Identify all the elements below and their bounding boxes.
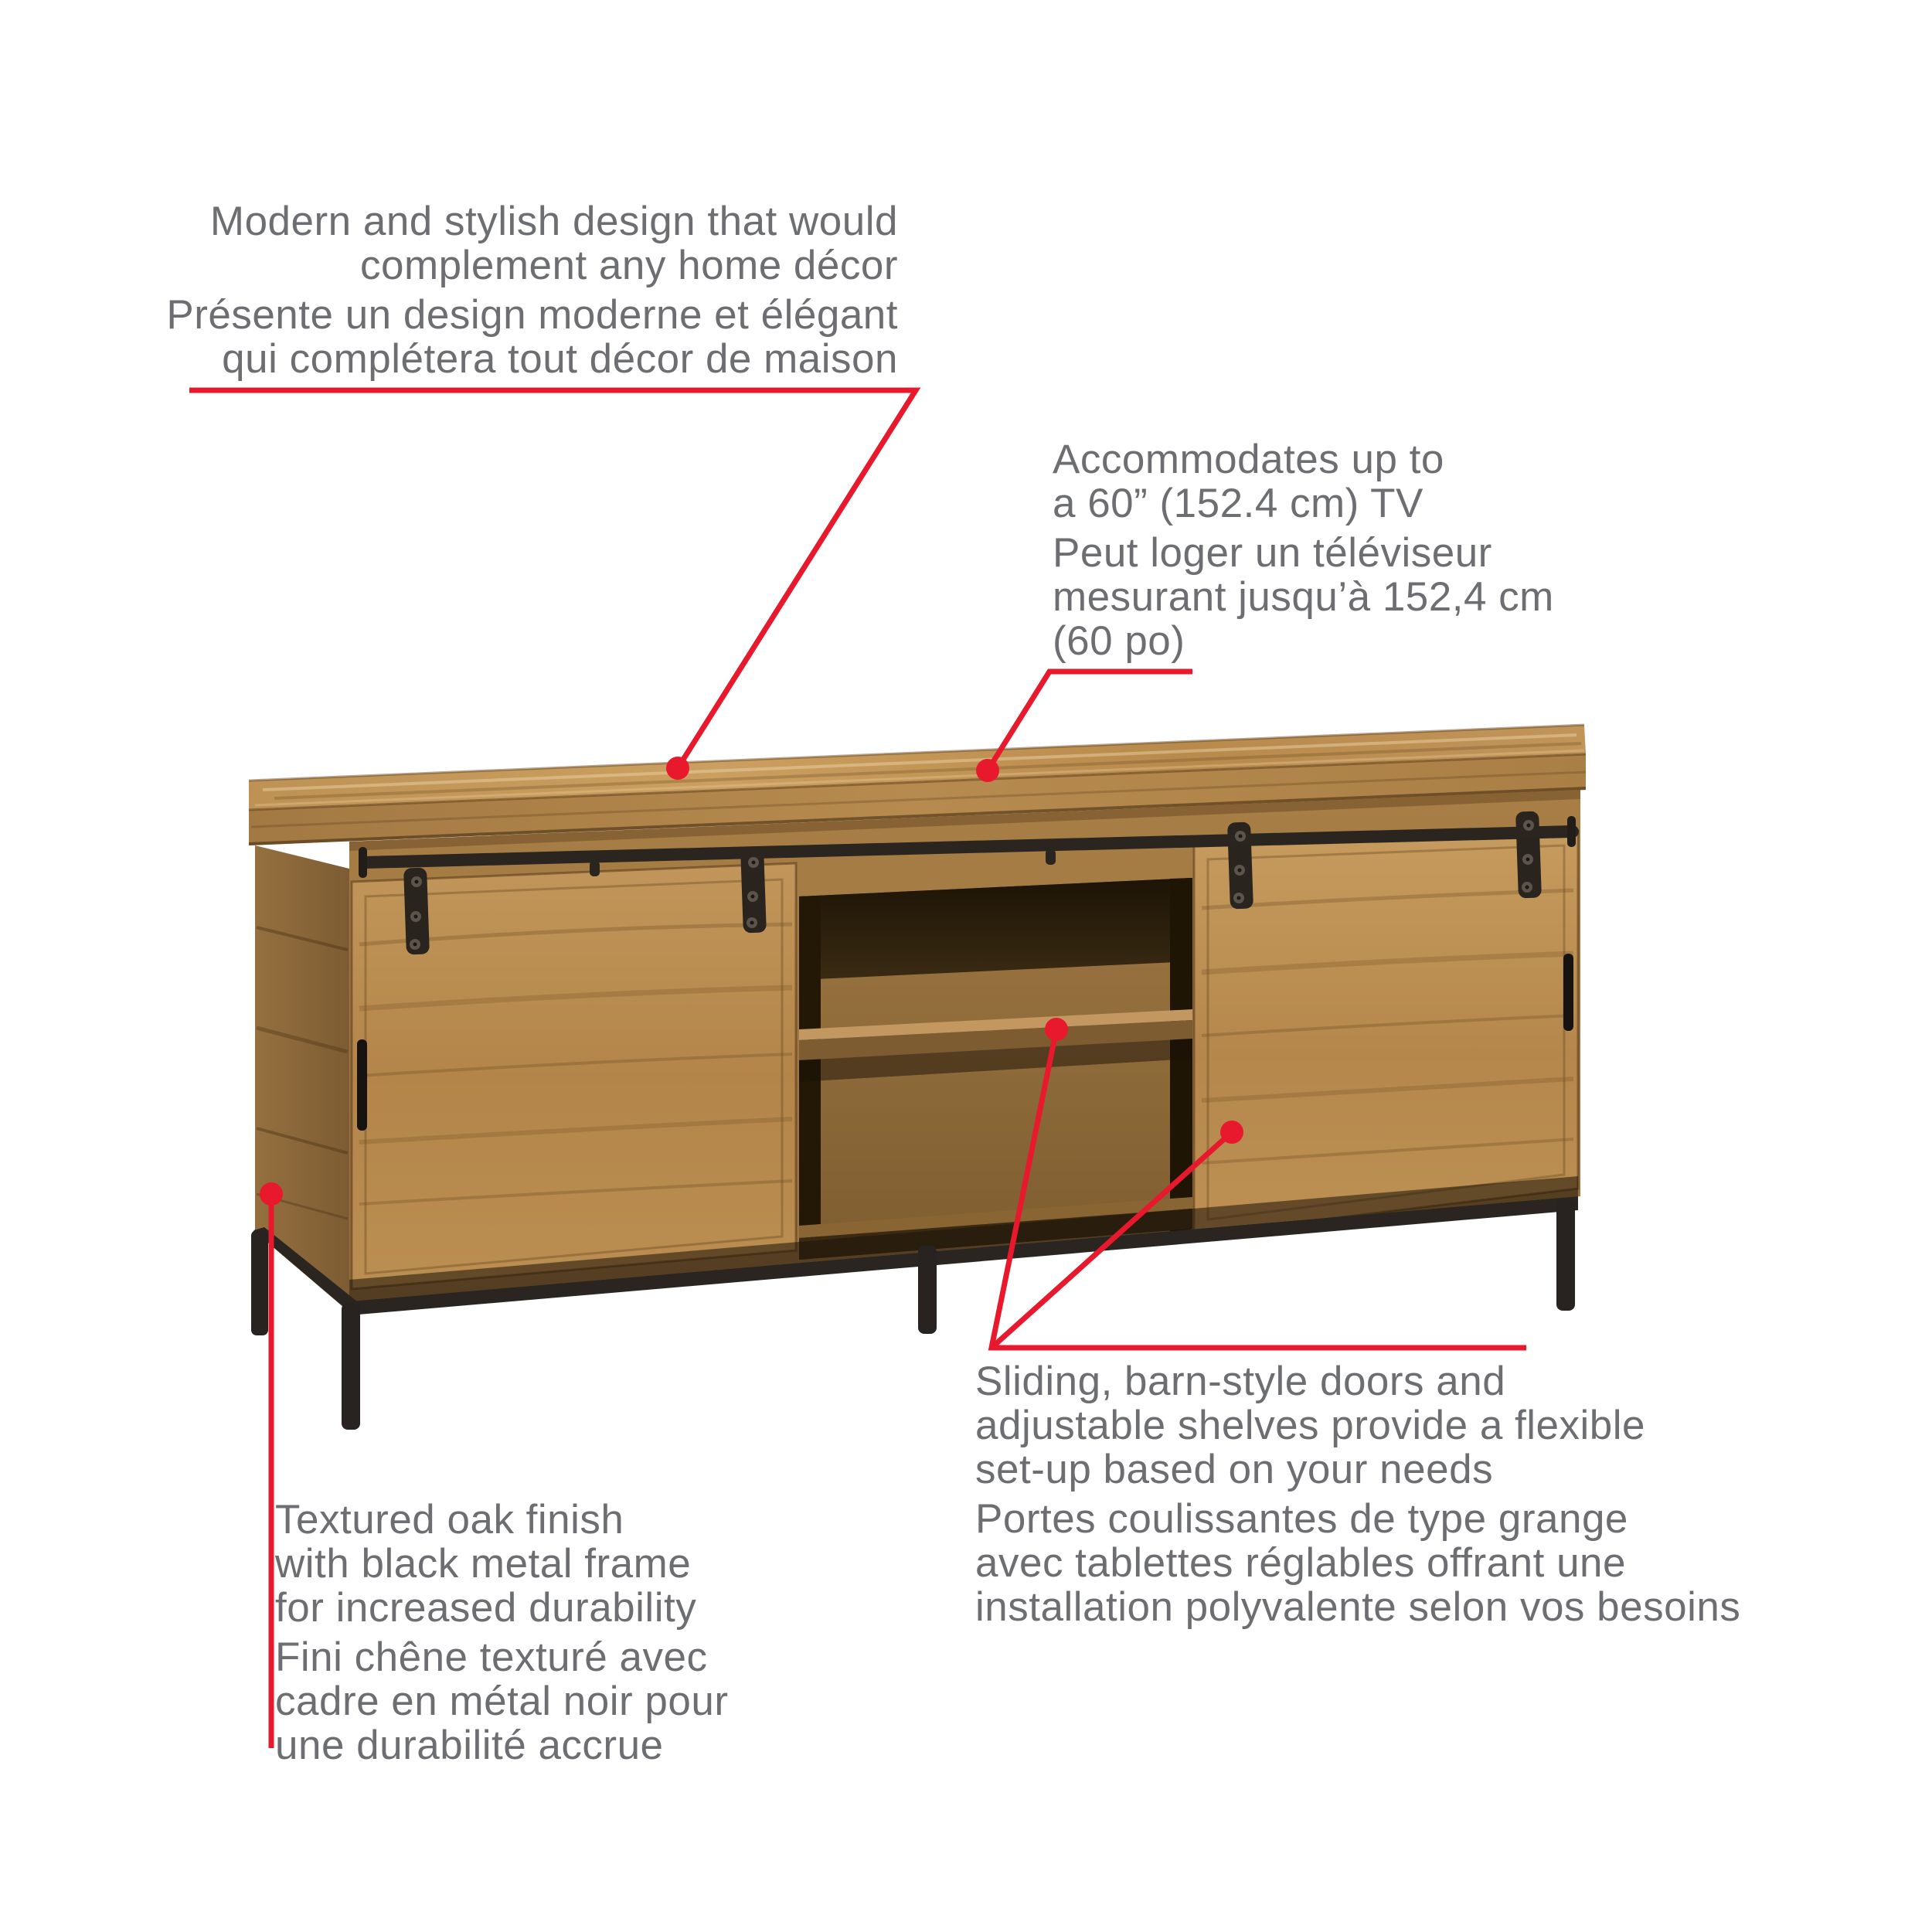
callout-finish-en — [275, 1498, 729, 1630]
text-line: with black metal frame — [275, 1541, 692, 1587]
callout-tv-fr — [1053, 531, 1554, 663]
left-door-handle — [357, 1039, 367, 1131]
callout-doors-en — [975, 1359, 1740, 1492]
text-line: Textured oak finish — [275, 1497, 624, 1543]
callout-line-design — [189, 390, 916, 768]
text-line: Peut loger un téléviseur — [1053, 530, 1492, 576]
callout-text-finish — [275, 1498, 729, 1767]
text-line: une durabilité accrue — [275, 1723, 664, 1768]
leg-front-left — [342, 1303, 360, 1430]
rail-standoff-2 — [1046, 849, 1056, 865]
text-line: adjustable shelves provide a flexible — [975, 1403, 1646, 1448]
callout-doors-fr — [975, 1497, 1740, 1629]
text-line: complement any home décor — [360, 243, 898, 288]
text-line: Présente un design moderne et élégant — [166, 292, 898, 338]
text-line: a 60” (152.4 cm) TV — [1053, 481, 1423, 526]
open-shelf-compartment — [799, 878, 1192, 1260]
text-line: Fini chêne texturé avec — [275, 1634, 708, 1680]
callout-design-en — [166, 199, 898, 287]
text-line: Accommodates up to — [1053, 437, 1444, 482]
text-line: Portes coulissantes de type grange — [975, 1496, 1628, 1542]
right-door-handle — [1563, 954, 1573, 1031]
callout-finish-fr — [275, 1635, 729, 1767]
text-line: Modern and stylish design that would — [209, 199, 898, 244]
text-line: cadre en métal noir pour — [275, 1679, 729, 1724]
rail-standoff-1 — [590, 861, 600, 876]
callout-dot-tv — [976, 759, 999, 782]
callout-dot-finish — [260, 1182, 283, 1206]
text-line: Sliding, barn-style doors and — [975, 1359, 1506, 1404]
callout-tv-en — [1053, 437, 1554, 526]
text-line: avec tablettes réglables offrant une — [975, 1540, 1627, 1586]
callout-text-doors — [975, 1359, 1740, 1629]
callout-dot-design — [666, 757, 689, 780]
rail-end-stop-right — [1567, 816, 1576, 847]
text-line: for increased durability — [275, 1585, 697, 1631]
rail-end-stop-left — [359, 847, 367, 878]
callout-text-tv — [1053, 437, 1554, 663]
leg-front-right — [1556, 1199, 1575, 1311]
tv-stand — [249, 725, 1586, 1430]
leg-back-center — [918, 1246, 937, 1334]
text-line: set-up based on your needs — [975, 1447, 1494, 1492]
text-line: qui complétera tout décor de maison — [222, 336, 898, 382]
callout-design-fr — [166, 293, 898, 381]
text-line: mesurant jusqu’à 152,4 cm — [1053, 574, 1554, 620]
leg-back-left — [251, 1230, 268, 1335]
callout-dot-shelf — [1045, 1018, 1068, 1041]
callout-dot-door — [1220, 1121, 1243, 1144]
callout-text-design — [166, 199, 898, 381]
text-line: installation polyvalente selon vos besoins — [975, 1584, 1741, 1630]
text-line: (60 po) — [1053, 618, 1185, 664]
